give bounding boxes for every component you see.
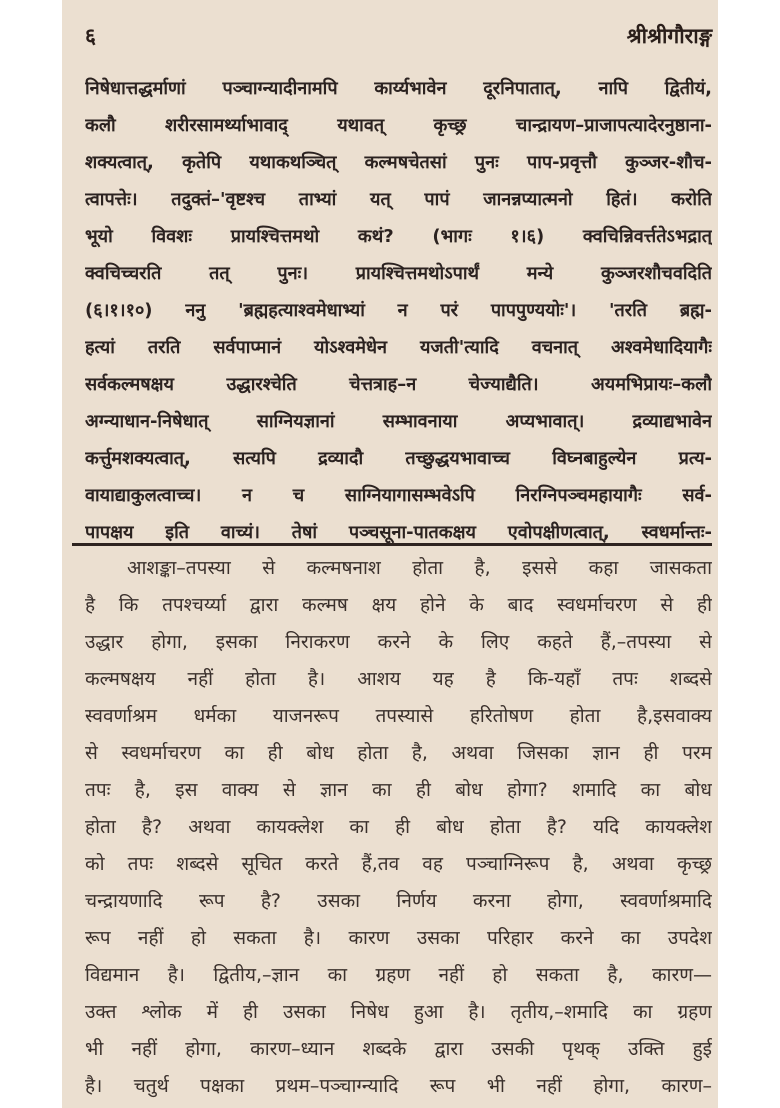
text-line: अग्न्याधान-निषेधात् साग्नियज्ञानां सम्भावनाया अप्यभावात्। द्रव्याद्यभावेन xyxy=(85,411,712,432)
text-line: विद्यमान है। द्वितीय,–ज्ञान का ग्रहण नहीं हो सकता है, कारण— xyxy=(85,964,712,986)
hindi-translation xyxy=(85,550,712,1105)
page-number: ६ xyxy=(85,24,96,48)
text-line: है कि तपश्चर्य्या द्वारा कल्मष क्षय होने के बाद स्वधर्माचरण से ही xyxy=(85,594,712,616)
text-line: भी नहीं होगा, कारण–ध्यान शब्दके द्वारा उसकी पृथक् उक्ति हुई xyxy=(85,1038,712,1060)
text-line: होता है? अथवा कायक्लेश का ही बोध होता है? यदि कायक्लेश xyxy=(85,816,712,838)
text-line: निषेधात्तद्धर्माणां पञ्चाग्न्यादीनामपि कार्य्यभावेन दूरनिपातात्, नापि द्वितीयं, xyxy=(85,78,712,99)
text-line: उक्त श्लोक में ही उसका निषेध हुआ है। तृतीय,–शमादि का ग्रहण xyxy=(85,1001,712,1023)
text-line: है। चतुर्थ पक्षका प्रथम–पञ्चाग्न्यादि रूप भी नहीं होगा, कारण– xyxy=(85,1075,712,1097)
text-line: पापक्षय इति वाच्यं। तेषां पञ्चसूना-पातकक्षय एवोपक्षीणत्वात्, स्वधर्मान्तः- xyxy=(85,522,712,543)
text-line: सर्वकल्मषक्षय उद्धारश्चेति चेत्तत्राह–न चेज्याद्यैति। अयमभिप्रायः–कलौ xyxy=(85,374,712,395)
text-line: कल्मषक्षय नहीं होता है। आशय यह है कि-यहाँ तपः शब्दसे xyxy=(85,668,712,690)
text-line: कर्त्तुमशक्यत्वात्, सत्यपि द्रव्यादौ तच्छुद्धयभावाच्च विघ्नबाहुल्येन प्रत्य- xyxy=(85,448,712,469)
text-line: त्वापत्तेः। तदुक्तं–'वृष्टश्च ताभ्यां यत् पापं जानन्नप्यात्मनो हितं। करोति xyxy=(85,189,712,210)
text-line: हत्यां तरति सर्वपाप्मानं योऽश्वमेधेन यजती'त्यादि वचनात् अश्वमेधादियागैः xyxy=(85,337,712,358)
text-line: रूप नहीं हो सकता है। कारण उसका परिहार करने का उपदेश xyxy=(85,927,712,949)
text-line: आशङ्का–तपस्या से कल्मषनाश होता है, इससे कहा जासकता xyxy=(127,557,712,579)
text-line: तपः है, इस वाक्य से ज्ञान का ही बोध होगा? शमादि का बोध xyxy=(85,779,712,801)
text-line: (६।१।१०) ननु 'ब्रह्महत्याश्वमेधाभ्यां न परं पापपुण्ययोः'। 'तरति ब्रह्म- xyxy=(85,300,712,321)
page-header xyxy=(85,22,712,58)
running-title: श्रीश्रीगौराङ्ग xyxy=(626,24,712,48)
text-line: वायाद्याकुलत्वाच्च। न च साग्नियागासम्भवेऽपि निरग्निपञ्चमहायागैः सर्व- xyxy=(85,485,712,506)
text-line: उद्धार होगा, इसका निराकरण करने के लिए कहते हैं,–तपस्या से xyxy=(85,631,712,653)
sanskrit-commentary xyxy=(85,70,712,551)
text-line: चन्द्रायणादि रूप है? उसका निर्णय करना होगा, स्ववर्णाश्रमादि xyxy=(85,890,712,912)
text-line: भूयो विवशः प्रायश्चित्तमथो कथं? (भागः १।६) क्वचिन्निवर्त्ततेऽभद्रात् xyxy=(85,226,712,247)
text-line: कलौ शरीरसामर्थ्याभावाद् यथावत् कृच्छ्र चान्द्रायण–प्राजापत्यादेरनुष्ठाना- xyxy=(85,115,712,136)
text-line: शक्यत्वात्, कृतेपि यथाकथञ्चित् कल्मषचेतसां पुनः पाप-प्रवृत्तौ कुञ्जर-शौच- xyxy=(85,152,712,173)
text-line: को तपः शब्दसे सूचित करते हैं,तव वह पञ्चाग्निरूप है, अथवा कृच्छ्र xyxy=(85,853,712,875)
divider-rule xyxy=(72,543,712,546)
text-line: क्वचिच्चरति तत् पुनः। प्रायश्चित्तमथोऽपार्थं मन्ये कुञ्जरशौचवदिति xyxy=(85,263,712,284)
text-line: से स्वधर्माचरण का ही बोध होता है, अथवा जिसका ज्ञान ही परम xyxy=(85,742,712,764)
text-line: स्ववर्णाश्रम धर्मका याजनरूप तपस्यासे हरितोषण होता है,इसवाक्य xyxy=(85,705,712,727)
